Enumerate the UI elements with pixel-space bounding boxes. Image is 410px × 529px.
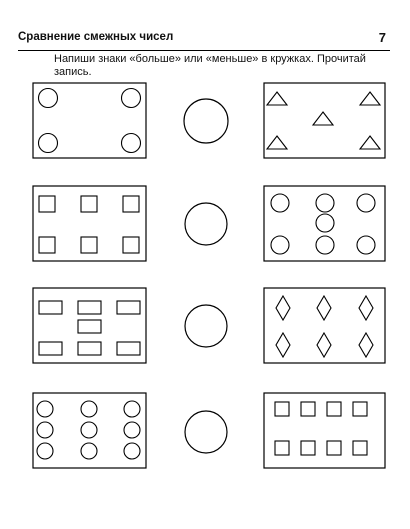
- circle-figure: [316, 194, 334, 212]
- right-box-2-figures: [271, 194, 375, 254]
- square-figure: [275, 402, 289, 416]
- circle-figure: [39, 134, 58, 153]
- exercise-row-2: [33, 186, 385, 261]
- diamond-figure: [317, 333, 331, 357]
- triangle-figure: [360, 92, 380, 105]
- square-figure: [301, 441, 315, 455]
- right-box-4-figures: [275, 402, 367, 455]
- exercise-row-4: [33, 393, 385, 468]
- left-box-1-figures: [39, 89, 141, 153]
- square-figure: [81, 237, 97, 253]
- rectangle-figure: [117, 342, 140, 355]
- square-figure: [353, 402, 367, 416]
- exercise-row-1: [33, 83, 385, 158]
- circle-figure: [271, 194, 289, 212]
- circle-figure: [357, 194, 375, 212]
- triangle-figure: [360, 136, 380, 149]
- circle-figure: [122, 89, 141, 108]
- circle-figure: [81, 422, 97, 438]
- square-figure: [123, 196, 139, 212]
- square-figure: [81, 196, 97, 212]
- square-figure: [327, 402, 341, 416]
- answer-circle-1[interactable]: [184, 99, 228, 143]
- circle-figure: [124, 443, 140, 459]
- diamond-figure: [276, 296, 290, 320]
- circle-figure: [37, 401, 53, 417]
- right-box-3-figures: [276, 296, 373, 357]
- circle-figure: [39, 89, 58, 108]
- left-box-3-figures: [39, 301, 140, 355]
- right-box-1: [264, 83, 385, 158]
- left-box-1: [33, 83, 146, 158]
- triangle-figure: [267, 92, 287, 105]
- page-title: Сравнение смежных чисел: [18, 31, 174, 43]
- rectangle-figure: [78, 342, 101, 355]
- circle-figure: [37, 443, 53, 459]
- rectangle-figure: [78, 301, 101, 314]
- circle-figure: [81, 443, 97, 459]
- rectangle-figure: [39, 342, 62, 355]
- square-figure: [39, 237, 55, 253]
- left-box-3: [33, 288, 146, 363]
- rectangle-figure: [117, 301, 140, 314]
- circle-figure: [37, 422, 53, 438]
- square-figure: [123, 237, 139, 253]
- diamond-figure: [276, 333, 290, 357]
- circle-figure: [316, 214, 334, 232]
- left-box-2: [33, 186, 146, 261]
- diamond-figure: [359, 296, 373, 320]
- diamond-figure: [317, 296, 331, 320]
- square-figure: [353, 441, 367, 455]
- rectangle-figure: [78, 320, 101, 333]
- exercise-row-3: [33, 288, 385, 363]
- right-box-3: [264, 288, 385, 363]
- circle-figure: [316, 236, 334, 254]
- triangle-figure: [267, 136, 287, 149]
- square-figure: [301, 402, 315, 416]
- square-figure: [327, 441, 341, 455]
- square-figure: [275, 441, 289, 455]
- circle-figure: [357, 236, 375, 254]
- task-instruction: Напиши знаки «больше» или «меньше» в кружках. Прочитай запись.: [54, 53, 366, 78]
- circle-figure: [81, 401, 97, 417]
- answer-circle-4[interactable]: [185, 411, 227, 453]
- triangle-figure: [313, 112, 333, 125]
- rectangle-figure: [39, 301, 62, 314]
- answer-circle-2[interactable]: [185, 203, 227, 245]
- left-box-2-figures: [39, 196, 139, 253]
- right-box-2: [264, 186, 385, 261]
- circle-figure: [124, 422, 140, 438]
- left-box-4-figures: [37, 401, 140, 459]
- square-figure: [39, 196, 55, 212]
- circle-figure: [122, 134, 141, 153]
- answer-circle-3[interactable]: [185, 305, 227, 347]
- page-number: 7: [378, 30, 386, 45]
- circle-figure: [124, 401, 140, 417]
- circle-figure: [271, 236, 289, 254]
- diamond-figure: [359, 333, 373, 357]
- right-box-1-figures: [267, 92, 380, 149]
